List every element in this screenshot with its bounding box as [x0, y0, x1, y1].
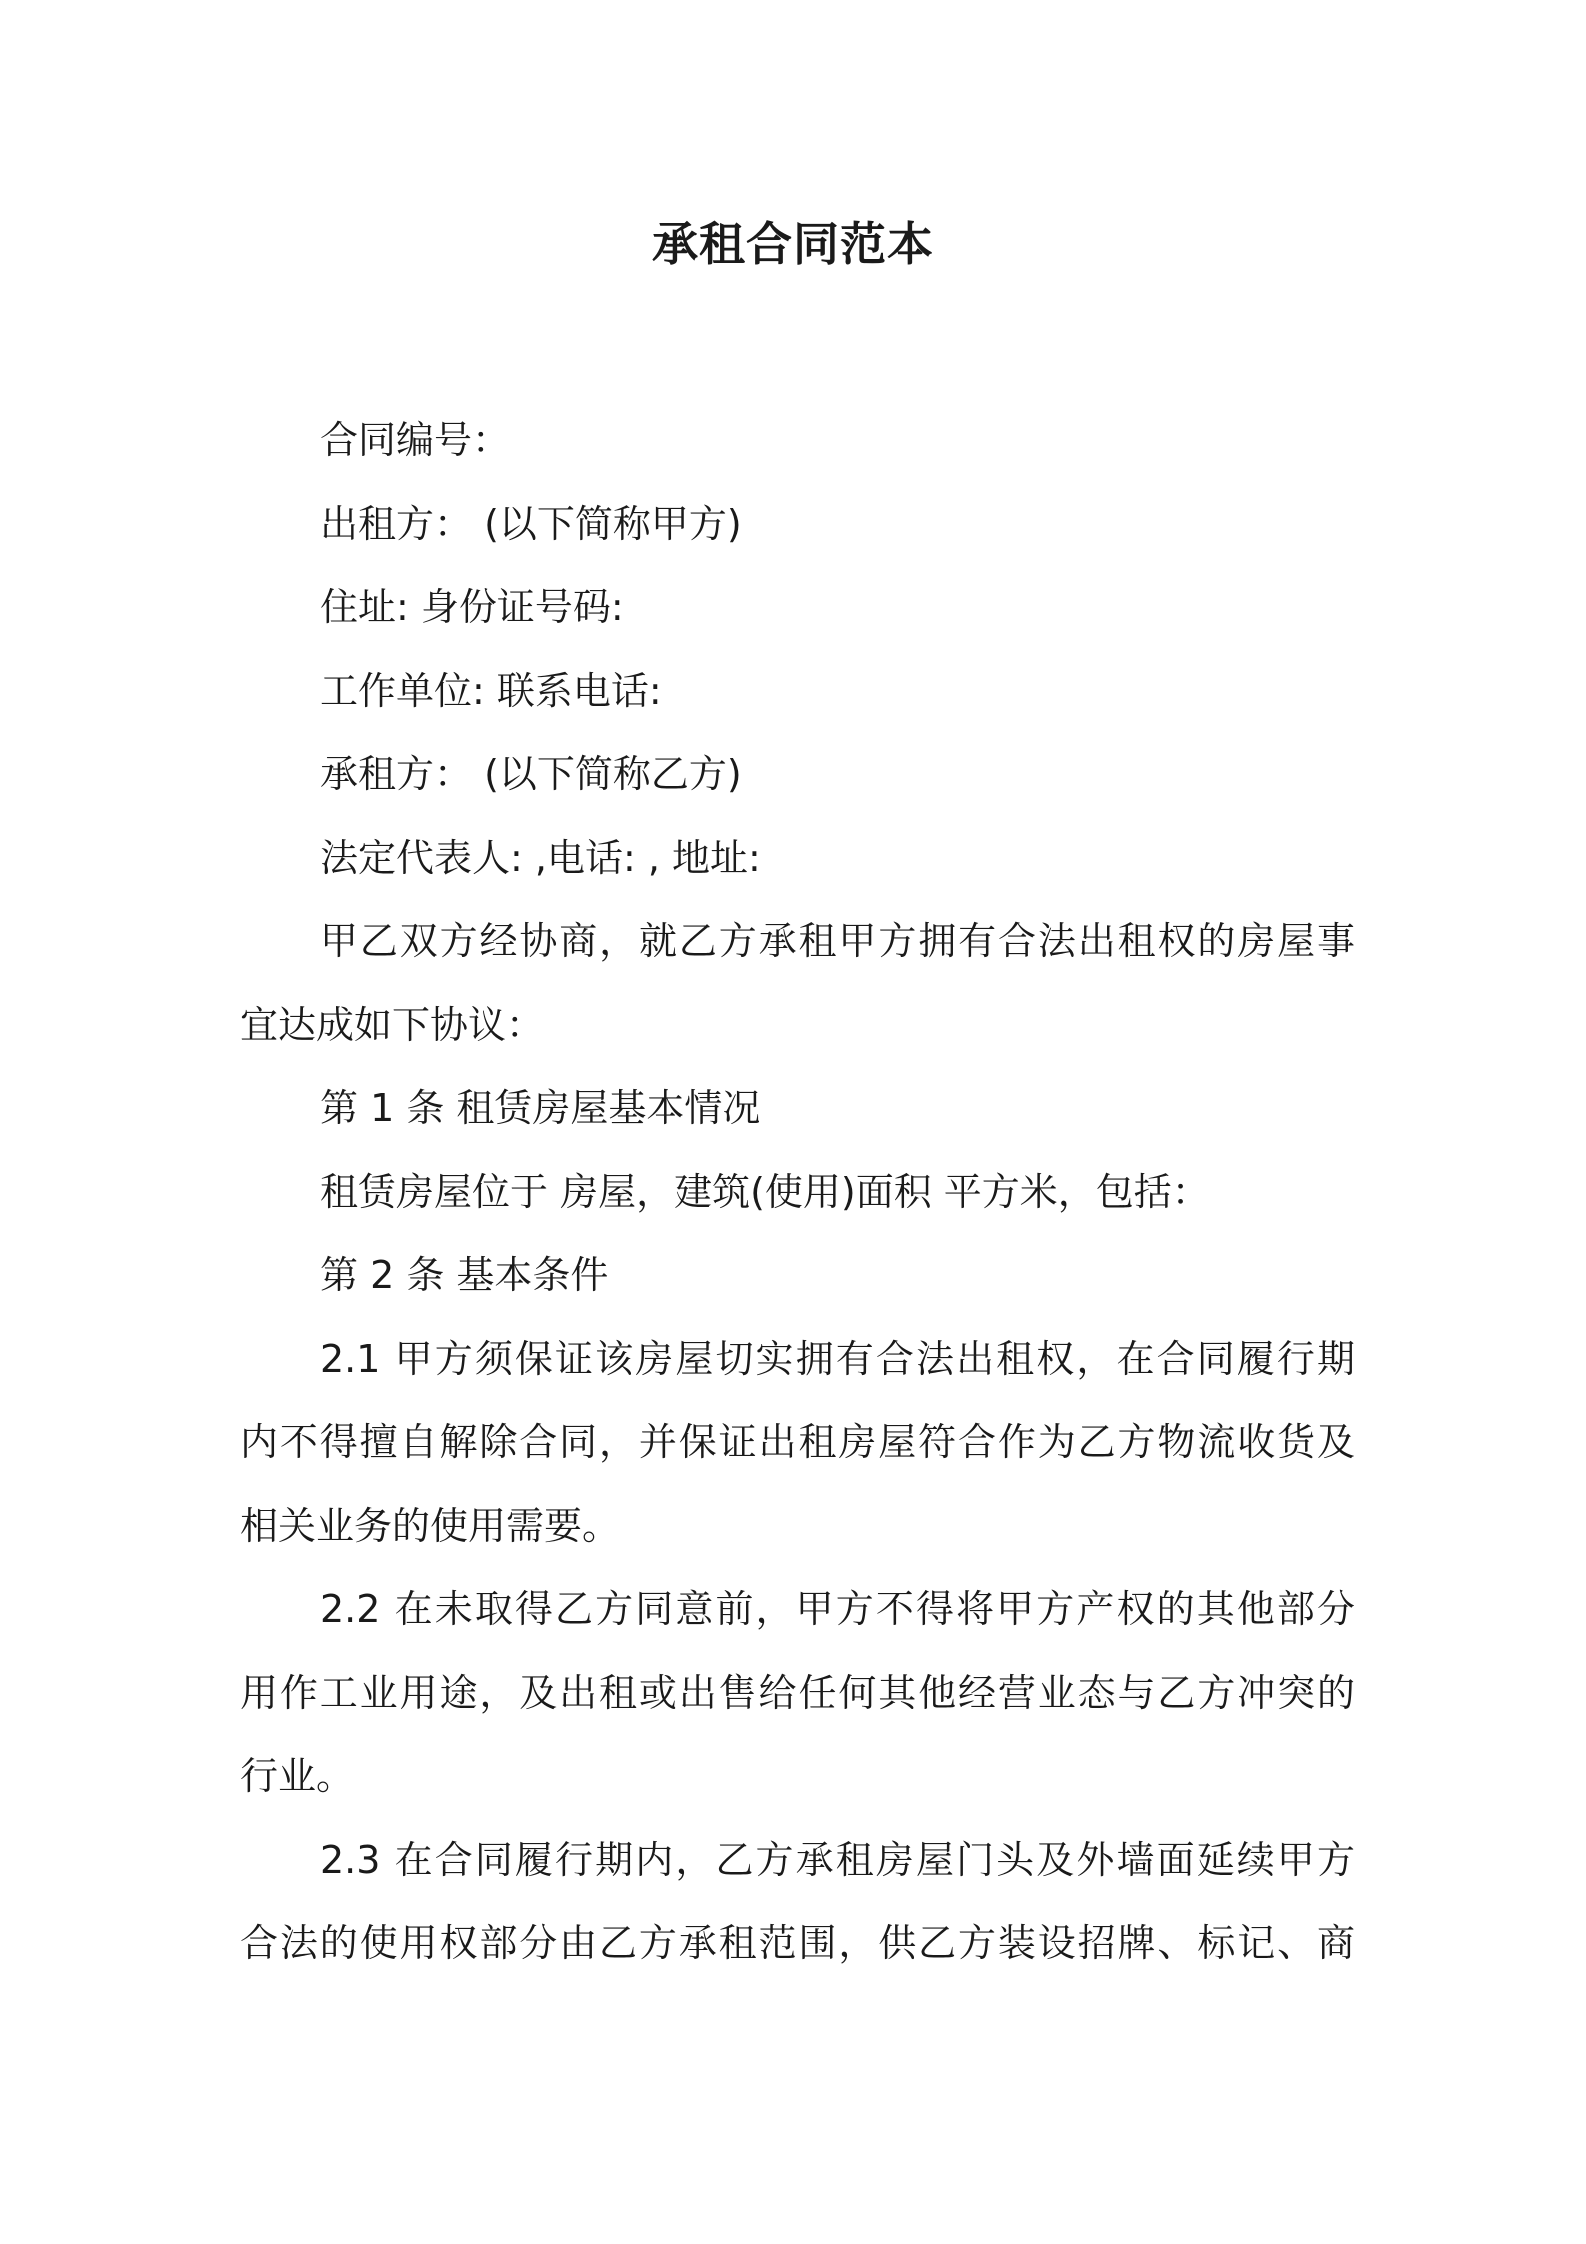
- lessee-line: 承租方： (以下简称乙方): [320, 752, 742, 796]
- document-body: [240, 399, 1355, 1986]
- clause-2-1-line: 2.1 甲方须保证该房屋切实拥有合法出租权，在合同履行期: [320, 1336, 1355, 1381]
- clause-2-3-line: 2.3 在合同履行期内，乙方承租房屋门头及外墙面延续甲方: [320, 1837, 1355, 1882]
- article-1-text: 租赁房屋位于 房屋，建筑(使用)面积 平方米，包括：: [320, 1169, 1210, 1214]
- legal-rep-line: 法定代表人: ,电话: , 地址:: [320, 835, 761, 880]
- agreement-paragraph-line: 甲乙双方经协商，就乙方承租甲方拥有合法出租权的房屋事: [320, 919, 1355, 963]
- document-title: 承租合同范本: [652, 217, 934, 271]
- article-2-heading: 第 2 条 基本条件: [320, 1253, 609, 1297]
- clause-2-1-line: 内不得擅自解除合同，并保证出租房屋符合作为乙方物流收货及: [240, 1420, 1355, 1464]
- clause-2-3-line: 合法的使用权部分由乙方承租范围，供乙方装设招牌、标记、商: [240, 1921, 1355, 1965]
- article-1-heading: 第 1 条 租赁房屋基本情况: [320, 1086, 761, 1130]
- employer-phone-line: 工作单位: 联系电话:: [320, 668, 662, 713]
- address-id-line: 住址: 身份证号码:: [320, 585, 624, 629]
- clause-2-2-line: 行业。: [240, 1754, 355, 1798]
- clause-2-2-line: 2.2 在未取得乙方同意前，甲方不得将甲方产权的其他部分: [320, 1587, 1355, 1631]
- clause-2-1-line: 相关业务的使用需要。: [240, 1503, 621, 1548]
- lessor-line: 出租方： (以下简称甲方): [320, 501, 742, 546]
- contract-number-line: 合同编号：: [320, 418, 511, 462]
- agreement-paragraph-line: 宜达成如下协议：: [240, 1002, 545, 1047]
- clause-2-2-line: 用作工业用途，及出租或出售给任何其他经营业态与乙方冲突的: [240, 1670, 1355, 1715]
